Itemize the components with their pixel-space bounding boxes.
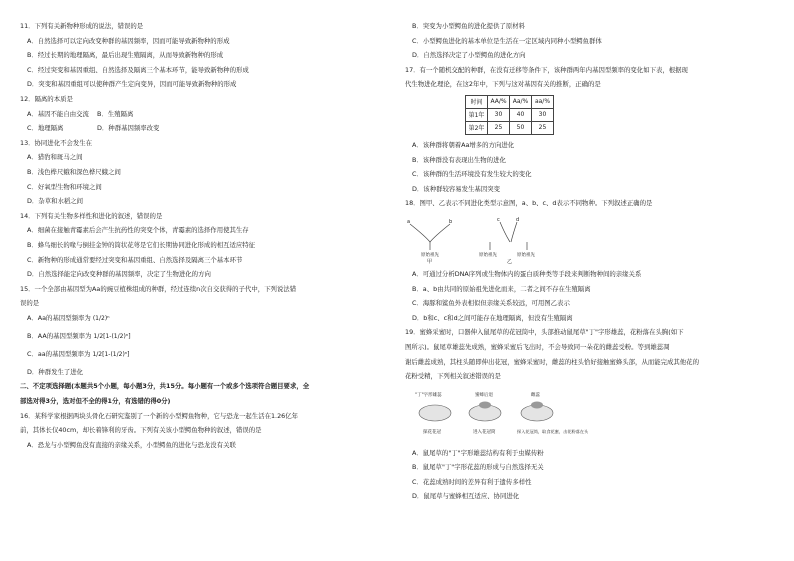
q12-stem: 12．隔离的本质是 xyxy=(20,94,73,103)
fig19-caption-2: 进入花冠筒 xyxy=(473,429,496,435)
question-14 xyxy=(20,212,392,278)
q17-option-d: D．该种群较容易发生基因突变 xyxy=(412,184,500,193)
q17-option-b: B．该种群没有表现出生物的进化 xyxy=(412,155,506,164)
table-cell: 50 xyxy=(510,121,532,134)
flower-1-icon xyxy=(419,405,451,421)
q12-options-row1 xyxy=(20,110,392,118)
q17-option-c: C．该种群的生活环境没有发生较大的变化 xyxy=(412,170,532,179)
q15-option-c-expr: 1/2[1-(1/2)ⁿ] xyxy=(92,350,130,358)
q12-option-a: A．基因不能自由交流 xyxy=(27,109,89,118)
figure-caption-yi: 乙 xyxy=(507,258,513,265)
q19-stem: 19．蜜蜂采蜜时，口器伸入鼠尾草的花冠筒中，头部推动鼠尾草"丁"字形雄蕊，花粉落在头胸(如下 xyxy=(405,328,684,337)
q18-option-d: D．b和c、c和d之间可能存在地理隔离，但没有生殖隔离 xyxy=(412,313,573,322)
table-row xyxy=(466,108,554,121)
question-15 xyxy=(20,285,392,376)
question-18 xyxy=(405,199,777,321)
q19-option-b: B．鼠尾草"丁"字形花蕊的形成与自然选择无关 xyxy=(412,463,544,472)
figure-caption-jia: 甲 xyxy=(427,258,433,265)
q18-option-c: C．海豚和鲨鱼外表相似但亲缘关系较远，可用图乙表示 xyxy=(412,299,570,308)
right-column xyxy=(405,22,777,507)
table-cell: 30 xyxy=(532,108,554,121)
q14-option-b: B．蜂鸟细长的喙与倒挂金钟的筒状花萼是它们长期协同进化形成的相互适应特征 xyxy=(27,240,256,249)
figure-b-branch-c xyxy=(500,222,510,242)
figure-label-c: c xyxy=(497,216,500,223)
q14-option-c: C．新物种的形成通常要经过突变和基因重组、自然选择及隔离三个基本环节 xyxy=(27,255,243,264)
section-2-title: 二、不定项选择题(本题共5个小题，每小题3分，共15分。每小题有一个或多个选项符合题目要求，全 xyxy=(20,382,310,391)
q15-option-b-expr: 1/2[1-(1/2)ⁿ] xyxy=(93,332,131,340)
figure-ancestor-label: 原始祖先 xyxy=(517,252,535,258)
q16-stem: 16．某科学家根据两块头骨化石研究鉴别了一个新的小型鳄鱼物种，它与恐龙一起生活在1.26亿年 xyxy=(20,411,298,420)
table-cell: 第2年 xyxy=(466,121,488,134)
table-cell: 25 xyxy=(532,121,554,134)
q17-stem: 17．有一个随机交配的种群，在没有迁移等条件下，该种群两年内基因型频率的变化如下表，根据现 xyxy=(405,65,688,74)
q12-option-b: B．生殖隔离 xyxy=(97,109,134,118)
q15-stem: 15．一个全部由基因型为Aa的豌豆植株组成的种群，经过连续n次自交获得的子代中，下列说法错 xyxy=(20,284,297,293)
q13-option-d: D．杂草和水稻之间 xyxy=(27,197,84,206)
fig19-caption-3: 探入花冠筒，取食花蜜，击花粉落在头 xyxy=(517,428,589,434)
figure-b-branch-d xyxy=(511,222,517,242)
q15-option-a-text: A．Aa的基因型频率为 xyxy=(27,313,91,322)
q11-stem: 11．下列有关新物种形成的说法，错误的是 xyxy=(20,22,144,30)
left-column xyxy=(20,22,392,455)
figure-label-a: a xyxy=(407,218,411,225)
q11-option-a: A．自然选择可以定向改变种群的基因频率，因而可能导致新物种的形成 xyxy=(27,36,230,45)
q18-stem: 18．图甲、乙表示不同进化类型示意图，a、b、c、d表示不同物种。下列叙述正确的是 xyxy=(405,199,653,208)
q11-option-b: B．经过长期的地理隔离，最后出现生殖隔离，从而导致新物种的形成 xyxy=(27,51,224,60)
fig19-caption-1: 探花花冠 xyxy=(423,429,441,435)
question-16-continued xyxy=(405,22,777,59)
q14-stem: 14．下列有关生物多样性和进化的叙述，错误的是 xyxy=(20,211,163,220)
bee-pollination-figure xyxy=(405,387,777,443)
bee-icon xyxy=(479,401,491,408)
question-12 xyxy=(20,95,392,132)
q16-option-b: B．突变为小型鳄鱼的进化提供了原材料 xyxy=(412,22,526,30)
evolution-diagram xyxy=(405,214,565,264)
q19-stem-cont2: 谢后雌蕊成熟，其柱头随即伸出花冠，蜜蜂采蜜时，雌蕊的柱头恰好接触蜜蜂头部，从而能完成其他花的 xyxy=(405,357,699,366)
bee-icon xyxy=(531,401,543,408)
q16-option-c: C．小型鳄鱼进化的基本单位是生活在一定区域内同种小型鳄鱼群体 xyxy=(412,36,602,45)
q13-option-b: B．浅色桦尺蛾和深色桦尺蛾之间 xyxy=(27,167,121,176)
question-13 xyxy=(20,139,392,205)
q12-options-row2 xyxy=(20,124,392,132)
q19-option-c: C．花蕊成熟时间的差异有利于遗传多样性 xyxy=(412,477,532,486)
table-cell: 40 xyxy=(510,108,532,121)
evolution-type-figure xyxy=(405,214,777,264)
figure-label-b: b xyxy=(449,218,453,225)
q15-option-d: D．种群发生了进化 xyxy=(27,367,84,376)
question-17 xyxy=(405,66,777,193)
q15-option-c xyxy=(20,350,392,368)
q11-option-d: D．突变和基因重组可以使种群产生定向变异，因而可能导致新物种的形成 xyxy=(27,80,237,89)
q16-option-a: A．恐龙与小型鳄鱼没有直接的亲缘关系，小型鳄鱼的进化与恐龙没有关联 xyxy=(27,440,236,449)
table-header-cell: AA/% xyxy=(488,95,510,108)
q11-option-c: C．经过突变和基因重组、自然选择及隔离三个基本环节，能导致新物种的形成 xyxy=(27,65,249,74)
table-row xyxy=(466,121,554,134)
question-16 xyxy=(20,412,392,449)
table-cell: 第1年 xyxy=(466,108,488,121)
q16-option-d: D．自然选择决定了小型鳄鱼的进化方向 xyxy=(412,51,526,60)
fig19-label-pistil: 雌蕊 xyxy=(531,392,540,398)
q12-option-d: D．种群基因频率改变 xyxy=(97,124,160,133)
bee-pollination-diagram xyxy=(405,387,589,443)
q13-option-a: A．猎豹和斑马之间 xyxy=(27,153,83,162)
table-header-cell: aa/% xyxy=(532,95,554,108)
table-header-cell: Aa/% xyxy=(510,95,532,108)
q19-option-d: D．鼠尾草与蜜蜂相互适应、协同进化 xyxy=(412,492,520,501)
q15-option-a xyxy=(20,314,392,332)
q18-option-a: A．可通过分析DNA序列或生物体内的蛋白质种类等手段来判断物种间的亲缘关系 xyxy=(412,269,642,278)
genotype-frequency-table xyxy=(465,95,554,135)
section-2-heading xyxy=(20,382,392,405)
question-11 xyxy=(20,22,392,88)
q12-option-c: C．地理隔离 xyxy=(27,124,64,133)
q14-option-a: A．细菌在接触青霉素后会产生抗药性的突变个体，青霉素的选择作用使其生存 xyxy=(27,226,249,235)
q19-stem-cont1: 图所示)。鼠尾草雄蕊先成熟，蜜蜂采蜜后飞出时，不会导致同一朵花的雌蕊受粉。等到雄蕊凋 xyxy=(405,342,670,351)
q19-option-a: A．鼠尾草的"丁"字形雄蕊结构有利于虫媒传粉 xyxy=(412,448,544,457)
q15-option-b xyxy=(20,332,392,350)
q13-stem: 13．协同进化不会发生在 xyxy=(20,138,93,147)
q15-option-c-text: C．aa的基因型频率为 xyxy=(27,349,91,358)
q16-stem-cont: 前，其体长仅40cm，却长着锋利的牙齿。下列有关该小型鳄鱼物种的叙述，错误的是 xyxy=(20,426,262,435)
q13-option-c: C．好氧型生物和环境之间 xyxy=(27,182,102,191)
section-2-title-cont: 部选对得3分，选对但不全的得1分，有选错的得0分) xyxy=(20,397,171,406)
figure-label-d: d xyxy=(516,216,520,223)
question-19 xyxy=(405,328,777,500)
q15-stem-cont: 误的是 xyxy=(20,299,40,308)
q19-stem-cont3: 花粉受精，下列相关叙述错误的是 xyxy=(405,372,501,381)
table-header-row xyxy=(466,95,554,108)
q17-stem-cont: 代生物进化理论，在这2年中，下列与这对基因有关的推断，正确的是 xyxy=(405,80,601,89)
q14-option-d: D．自然选择能定向改变种群的基因频率，决定了生物进化的方向 xyxy=(27,270,211,279)
fig19-label-bee: 蜜蜂后退 xyxy=(475,392,493,398)
q17-option-a: A．该种群将朝着Aa增多的方向进化 xyxy=(412,140,515,149)
figure-ancestor-label: 原始祖先 xyxy=(421,252,439,258)
figure-a-branches xyxy=(410,224,450,242)
figure-ancestor-label: 原始祖先 xyxy=(479,252,497,258)
q18-option-b: B．a、b由共同的原始祖先进化而来，二者之间不存在生殖隔离 xyxy=(412,284,591,293)
table-header-cell: 时间 xyxy=(466,95,488,108)
q15-option-b-text: B．AA的基因型频率为 xyxy=(27,331,92,340)
q15-option-a-expr: (1/2)ⁿ xyxy=(92,314,110,322)
table-cell: 30 xyxy=(488,108,510,121)
table-cell: 25 xyxy=(488,121,510,134)
fig19-label-stamen: "丁"字形雄蕊 xyxy=(415,392,442,398)
